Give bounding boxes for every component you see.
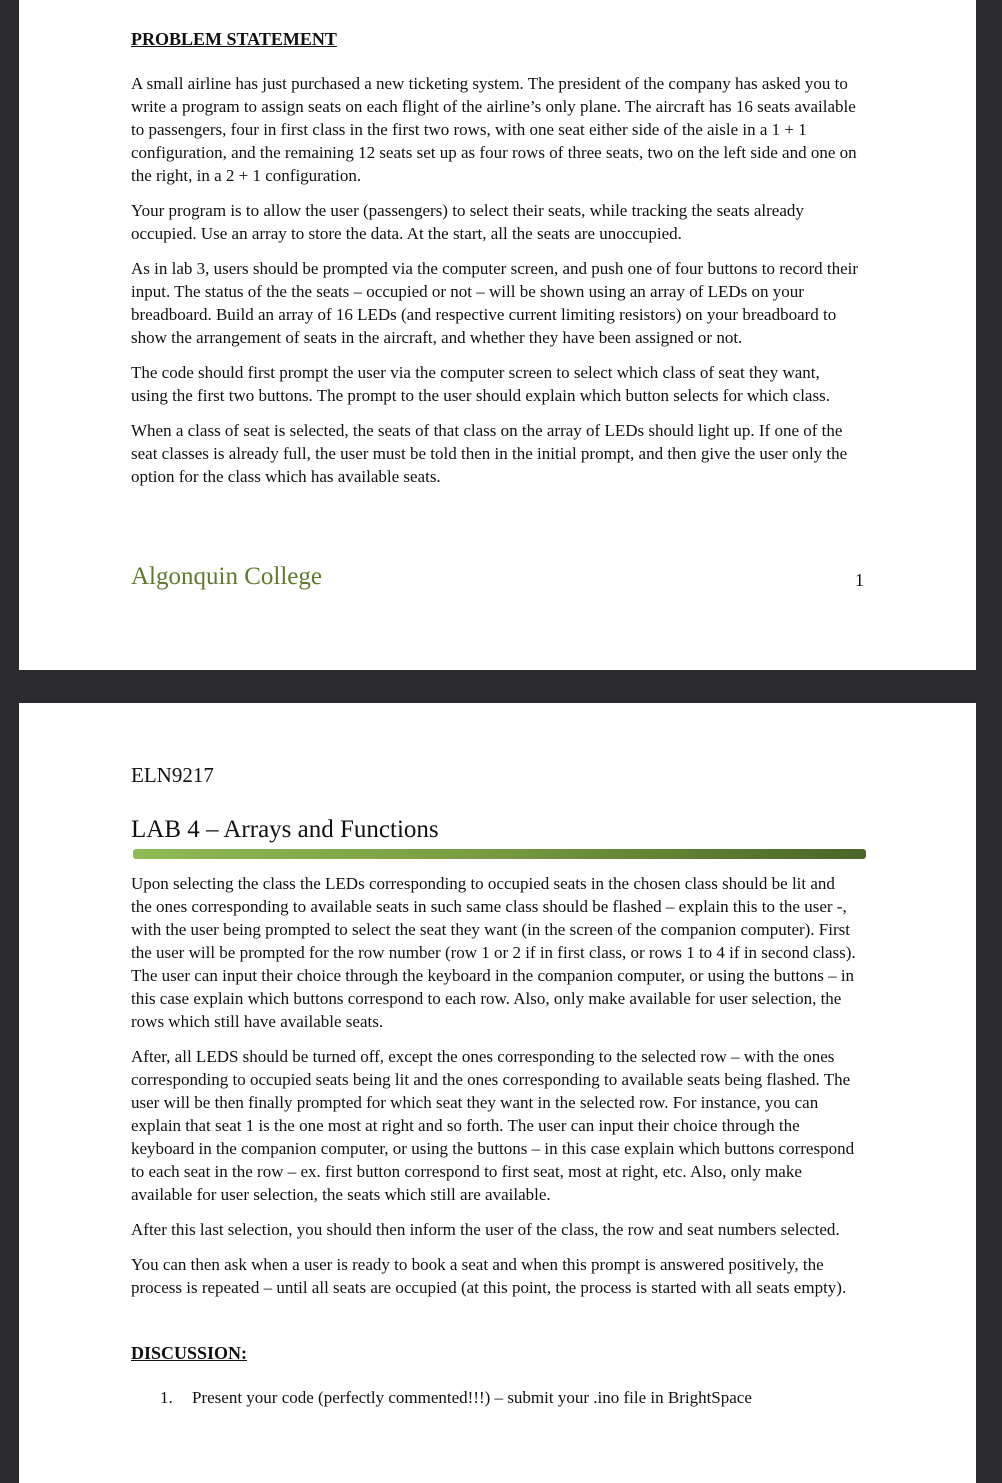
paragraph: When a class of seat is selected, the seats of that class on the array of LEDs should light up. If one of the seat classes is already full, the user must be told then in the initial prompt, and then give the user only the option for the class which has available seats. bbox=[131, 421, 848, 486]
page-1-body bbox=[131, 28, 859, 500]
paragraph: Your program is to allow the user (passengers) to select their seats, while tracking the seats already occupied. Use an array to store the data. At the start, all the seats are unoccupied. bbox=[131, 201, 804, 243]
problem-statement-heading: PROBLEM STATEMENT bbox=[131, 29, 337, 49]
course-code: ELN9217 bbox=[131, 763, 214, 787]
paragraph: The code should first prompt the user via the computer screen to select which class of seat they want, using the first two buttons. The prompt to the user should explain which button selects for which class. bbox=[131, 363, 830, 405]
paragraph: A small airline has just purchased a new ticketing system. The president of the company has asked you to write a program to assign seats on each flight of the airline’s only plane. The aircraft has 16 seats available to passengers, four in first class in the first two rows, with one seat either side of the aisle in a 1 + 1 configuration, and the remaining 12 seats set up as four rows of three seats, two on the left side and one on the right, in a 2 + 1 configuration. bbox=[131, 74, 857, 185]
paragraph: Upon selecting the class the LEDs corresponding to occupied seats in the chosen class should be lit and the ones corresponding to available seats in such same class should be flashed – explain this to the user -, with the user being prompted to select the seat they want (in the screen of the companion computer). First the user will be prompted for the row number (row 1 or 2 if in first class, or rows 1 to 4 if in second class). The user can input their choice through the keyboard in the companion computer, or using the buttons – in this case explain which buttons correspond to each row. Also, only make available for user selection, the rows which still have available seats. bbox=[131, 874, 856, 1031]
discussion-heading: DISCUSSION: bbox=[131, 1343, 248, 1363]
discussion-list bbox=[131, 1386, 859, 1409]
document-page-2 bbox=[19, 703, 976, 1483]
page-2-body bbox=[131, 872, 859, 1409]
footer-college-name: Algonquin College bbox=[131, 563, 322, 590]
paragraph: After this last selection, you should then inform the user of the class, the row and seat numbers selected. bbox=[131, 1220, 840, 1239]
paragraph: As in lab 3, users should be prompted via the computer screen, and push one of four buttons to record their input. The status of the the seats – occupied or not – will be shown using an array of LEDs on your breadboard. Build an array of 16 LEDs (and respective current limiting resistors) on your breadboard to show the arrangement of seats in the aircraft, and whether they have been assigned or not. bbox=[131, 259, 859, 347]
footer-page-number: 1 bbox=[855, 570, 864, 590]
list-item-text: Present your code (perfectly commented!!!) – submit your .ino file in BrightSpace bbox=[192, 1388, 752, 1407]
paragraph: You can then ask when a user is ready to book a seat and when this prompt is answered positively, the process is repeated – until all seats are occupied (at this point, the process is started with all seats empty). bbox=[131, 1255, 847, 1297]
document-page-1 bbox=[19, 0, 976, 670]
list-item bbox=[131, 1386, 859, 1409]
list-item-number: 1. bbox=[160, 1388, 173, 1407]
lab-title: LAB 4 – Arrays and Functions bbox=[131, 816, 439, 843]
title-divider-bar bbox=[133, 849, 866, 859]
paragraph: After, all LEDS should be turned off, except the ones corresponding to the selected row – with the ones corresponding to occupied seats being lit and the ones corresponding to available seats being flashed. The user will be then finally prompted for which seat they want in the selected row. For instance, you can explain that seat 1 is the one most at right and so forth. The user can input their choice through the keyboard in the companion computer, or using the buttons – in this case explain which buttons correspond to each seat in the row – ex. first button correspond to first seat, most at right, etc. Also, only make available for user selection, the seats which still are available. bbox=[131, 1047, 855, 1204]
